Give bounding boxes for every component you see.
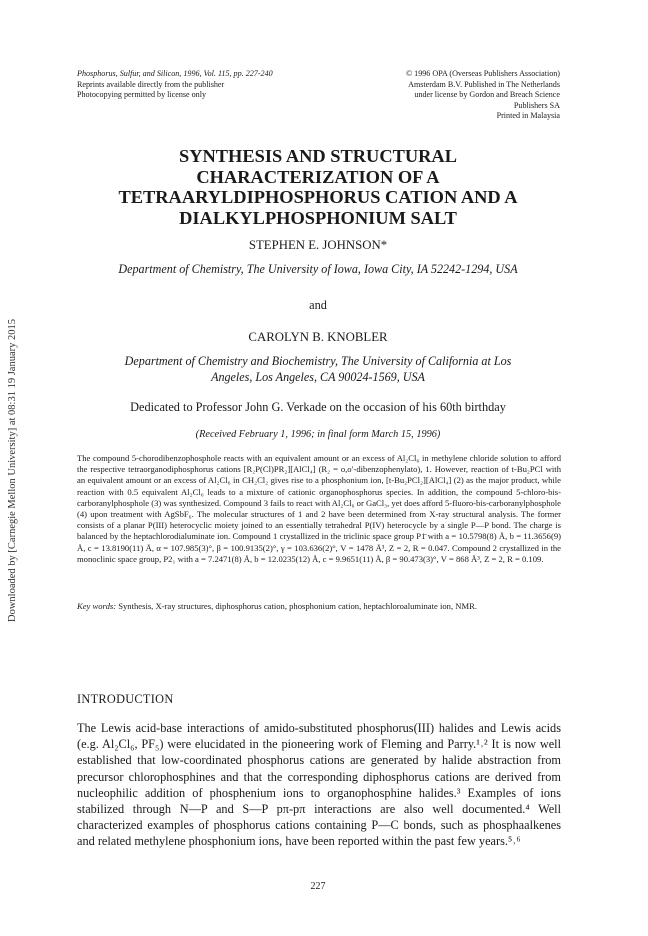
author-2: CAROLYN B. KNOBLER [248,330,388,344]
dedication: Dedicated to Professor John G. Verkade on the occasion of his 60th birthday [130,400,506,414]
paper-title [70,146,566,228]
citation-line: Reprints available directly from the publisher [77,79,225,89]
publisher-line: Publishers SA [513,100,560,110]
publisher-line: Amsterdam B.V. Published in The Netherlands [408,79,560,89]
download-stamp-text: Downloaded by [Carnegie Mellon University] at 08:31 19 January 2015 [6,318,18,622]
title-line: DIALKYLPHOSPHONIUM SALT [179,207,457,228]
received-dates: (Received February 1, 1996; in final form March 15, 1996) [195,429,441,440]
journal-citation [77,69,347,101]
introduction-paragraph: The Lewis acid-base interactions of amido-substituted phosphorus(III) halides and Lewis acids (e.g. Al₂Cl₆, PF₅) were elucidated in the pioneering work of Fleming and Parry.¹˒² It is now well established that low-coordinated phosphorus cations are generated by halide abstraction from precursor chlorophosphines and that the corresponding diphosphorus cations are derived from nucleophilic addition of phosphenium ions to organophosphine halides.³ Examples of ions stabilized through N—P and S—P pπ-pπ interactions are also well documented.⁴ Well characterized examples of phosphorus cations containing P—C bonds, such as phosphaalkenes and related methylene phosphonium ions, have been reported within the past few years.⁵˒⁶ [77,721,561,849]
affiliation-line: Department of Chemistry and Biochemistry, The University of California at Los [124,354,512,368]
section-heading: INTRODUCTION [77,692,174,706]
page-number: 227 [310,881,326,892]
affiliation-2 [70,353,566,385]
keywords [77,601,561,612]
download-stamp [2,270,22,670]
affiliation-line: Angeles, Los Angeles, CA 90024-1569, USA [211,370,425,384]
title-line: SYNTHESIS AND STRUCTURAL [179,146,457,166]
title-line: TETRAARYLDIPHOSPHORUS CATION AND A [118,187,518,207]
author-1: STEPHEN E. JOHNSON* [248,238,388,252]
publisher-line: Printed in Malaysia [496,111,560,121]
author-conjunction: and [309,298,327,312]
keywords-text: Synthesis, X-ray structures, diphosphorus cation, phosphonium cation, heptachloroaluminate ion, NMR. [118,601,477,611]
affiliation-line: Department of Chemistry, The University of Iowa, Iowa City, IA 52242-1294, USA [118,262,518,276]
abstract: The compound 5-chorodibenzophosphole reacts with an equivalent amount or an excess of Al₂Cl₆ in methylene chloride solution to afford the respective tetraorganodiphosphorus cations [R₂P(Cl)PR₂][AlCl₄] (R₂ = o,o′-dibenzophenylato), 1. However, reaction of t-Bu₂PCl with an equivalent amount or an excess of Al₂Cl₆ in CH₂Cl₂ gives rise to a phosphonium ion, [t-Bu₂PCl₂][AlCl₄] (2) as the major product, while reaction with 0.5 equivalent Al₂Cl₆ leads to a mixture of cationic organophosphorus species. In addition, the compound 5-chloro-bis-carboranylphosphole (3) was synthesized. Compound 3 fails to react with Al₂Cl₆ or GaCl₃, yet does afford 5-fluoro-bis-carboranylphosphole (4) upon treatment with AgSbF₆. The molecular structures of 1 and 2 have been determined from X-ray structural analysis. The former consists of a planar P(III) heterocyclic moiety joined to an essentially tetrahedral P(IV) heterocycle by a single P—P bond. The charge is balanced by the heptachlorodialuminate ion. Compound 1 crystallized in the triclinic space group P1̄ with a = 10.5798(8) Å, b = 11.3656(9) Å, c = 13.8190(11) Å, α = 107.985(3)°, β = 100.9135(2)°, γ = 103.636(2)°, V = 1478 Å³, Z = 2, R = 0.047. Compound 2 crystallized in the monoclinic space group, P2₁ with a = 7.2471(8) Å, b = 12.0235(12) Å, c = 9.9651(11) Å, β = 90.473(3)°, V = 868 Å³, Z = 2, R = 0.109. [77,453,561,564]
publisher-notice [352,69,560,122]
publisher-line: © 1996 OPA (Overseas Publishers Association) [405,69,560,78]
citation-line: Phosphorus, Sulfur, and Silicon, 1996, Vol. 115, pp. 227-240 [77,69,273,78]
publisher-line: under license by Gordon and Breach Science [414,90,560,100]
citation-line: Photocopying permitted by license only [77,90,207,100]
title-line: CHARACTERIZATION OF A [196,166,440,187]
keywords-label: Key words: [77,601,117,611]
affiliation-1 [70,261,566,277]
